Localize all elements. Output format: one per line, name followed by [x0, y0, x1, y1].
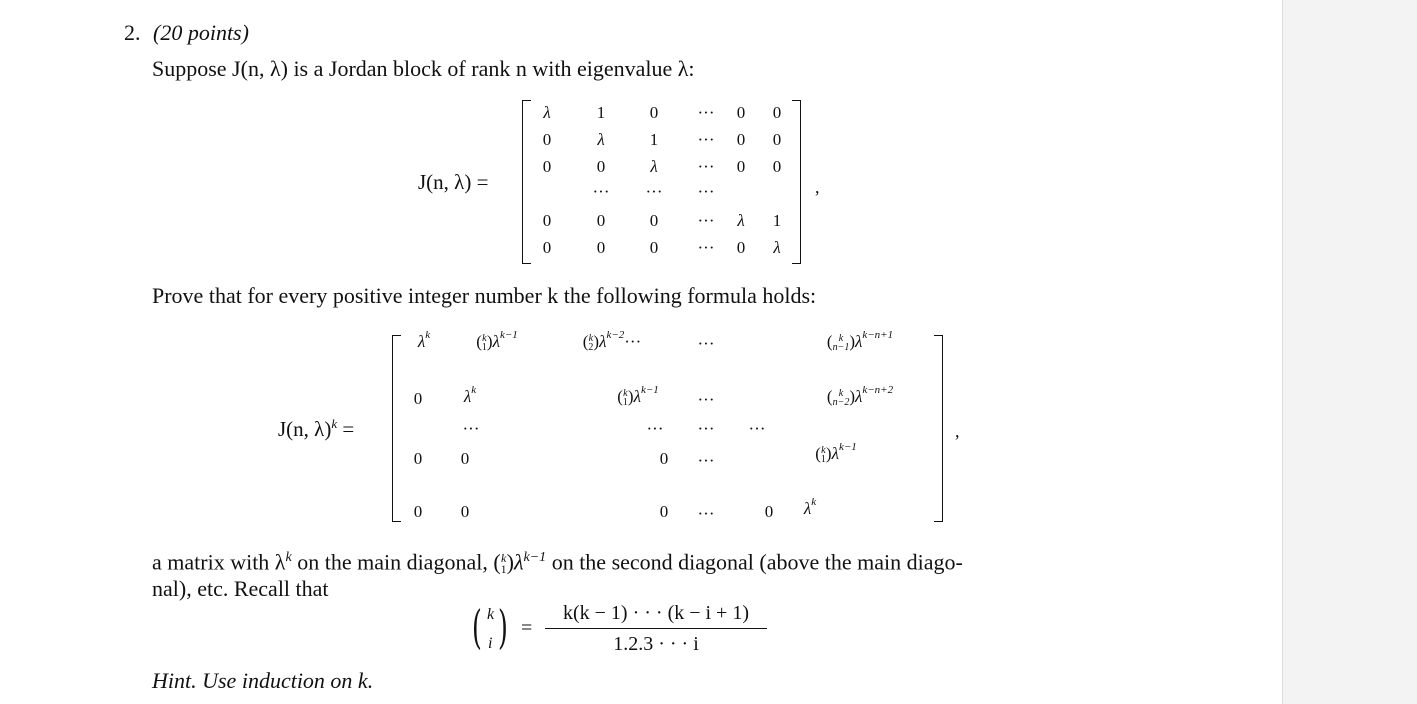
- m1-r6-c1: 0: [542, 238, 552, 257]
- m1-r2-c4: ···: [697, 130, 715, 149]
- binom-fraction-bar: [545, 628, 767, 629]
- m1-r1-c1: λ: [543, 103, 551, 122]
- m2-r3-dots-3: ···: [697, 419, 715, 438]
- matrix1-lhs: J(n, λ) =: [418, 170, 489, 194]
- m1-r6-c3: 0: [649, 238, 659, 257]
- m1-r6-c4: ···: [697, 238, 715, 257]
- m2-r5-c1: 0: [413, 502, 423, 521]
- after-line-1: a matrix with $\lambda^k$ on the main diagonal, (k $1)\lambda^{k-1}$ on the second diagonal (above the main diago-: [152, 549, 963, 577]
- binom-left-paren: (: [472, 600, 482, 654]
- matrix1-comma: ,: [815, 177, 820, 197]
- m1-r3-c1: 0: [542, 157, 552, 176]
- m1-r2-c3: 1: [649, 130, 659, 149]
- m2-r4-c2: 0: [460, 449, 470, 468]
- m2-r5-c5: 0: [764, 502, 774, 521]
- m1-r1-c4: ···: [697, 103, 715, 122]
- m1-r4-c3: ···: [645, 182, 663, 201]
- m2-r5-c6: $\lambda^k$: [803, 496, 817, 518]
- m1-r5-c3: 0: [649, 211, 659, 230]
- m2-r2-last: ( k $n-2)\lambda^{k-n+2}$: [826, 384, 894, 409]
- matrix2-comma: ,: [955, 421, 960, 441]
- matrix1-left-bracket: [522, 100, 531, 264]
- prove-statement: Prove that for every positive integer number k the following formula holds:: [152, 283, 817, 308]
- problem-number: 2.: [124, 20, 141, 45]
- binom-numerator: k(k − 1) · · · (k − i + 1): [562, 602, 749, 624]
- m1-r4-c4: ···: [697, 182, 715, 201]
- m2-r4-last: (k $1)\lambda^{k-1}$: [815, 441, 857, 466]
- m1-r1-c5: 0: [736, 103, 746, 122]
- m2-r4-c1: 0: [413, 449, 423, 468]
- m1-r3-c6: 0: [772, 157, 782, 176]
- m2-r5-c3: 0: [659, 502, 669, 521]
- m2-r2-c2: $\lambda^k$: [463, 384, 477, 406]
- binom-top: k: [487, 606, 495, 623]
- m1-r5-c4: ···: [697, 211, 715, 230]
- m1-r5-c1: 0: [542, 211, 552, 230]
- m2-r2-dots: ···: [697, 390, 715, 409]
- m2-r1-c3: (k $2)\lambda^{k-2}\cdot\cdot\cdot$: [582, 329, 642, 354]
- m1-r3-c3: λ: [650, 157, 658, 176]
- m1-r3-c2: 0: [596, 157, 606, 176]
- m1-r5-c6: 1: [772, 211, 782, 230]
- m2-r2-c1: 0: [413, 389, 423, 408]
- after-line-2: nal), etc. Recall that: [152, 576, 329, 601]
- m1-r2-c1: 0: [542, 130, 552, 149]
- m2-r1-dots: ···: [697, 334, 715, 353]
- m1-r2-c2: λ: [597, 130, 605, 149]
- m2-r1-c2: (k $1)\lambda^{k-1}$: [476, 329, 518, 354]
- m1-r6-c5: 0: [736, 238, 746, 257]
- m2-r5-dots: ···: [697, 504, 715, 523]
- m1-r2-c6: 0: [772, 130, 782, 149]
- m1-r3-c5: 0: [736, 157, 746, 176]
- binom-bottom: i: [488, 635, 493, 652]
- m1-r1-c2: 1: [596, 103, 606, 122]
- binom-denominator: 1.2.3 · · · i: [613, 633, 699, 655]
- m1-r4-c2: ···: [592, 182, 610, 201]
- side-panel: [1282, 0, 1417, 704]
- matrix2-left-bracket: [392, 335, 401, 522]
- m1-r3-c4: ···: [697, 157, 715, 176]
- m2-r3-dots-4: ···: [748, 419, 766, 438]
- m1-r6-c2: 0: [596, 238, 606, 257]
- m1-r6-c6: λ: [773, 238, 781, 257]
- m2-r4-c3: 0: [659, 449, 669, 468]
- m2-r3-dots-2: ···: [646, 419, 664, 438]
- problem-points: (20 points): [153, 20, 249, 45]
- binom-equals: =: [521, 617, 533, 639]
- m2-r4-dots: ···: [697, 451, 715, 470]
- problem-intro: Suppose J(n, λ) is a Jordan block of rank n with eigenvalue λ:: [152, 56, 695, 81]
- m1-r5-c2: 0: [596, 211, 606, 230]
- m2-r1-c1: $\lambda^k$: [417, 329, 431, 351]
- m1-r1-c6: 0: [772, 103, 782, 122]
- matrix2-lhs: J(n, λ)$^k$ =: [278, 416, 355, 441]
- m1-r5-c5: λ: [737, 211, 745, 230]
- binom-right-paren: ): [498, 600, 508, 654]
- m1-r2-c5: 0: [736, 130, 746, 149]
- matrix2-right-bracket: [934, 335, 943, 522]
- matrix1-right-bracket: [792, 100, 801, 264]
- m1-r1-c3: 0: [649, 103, 659, 122]
- m2-r2-c3: (k $1)\lambda^{k-1}$: [617, 384, 659, 409]
- m2-r5-c2: 0: [460, 502, 470, 521]
- m2-r3-dots-1: ···: [462, 419, 480, 438]
- hint: Hint. Use induction on k.: [152, 668, 374, 693]
- m2-r1-last: ( k $n-1)\lambda^{k-n+1}$: [826, 329, 894, 354]
